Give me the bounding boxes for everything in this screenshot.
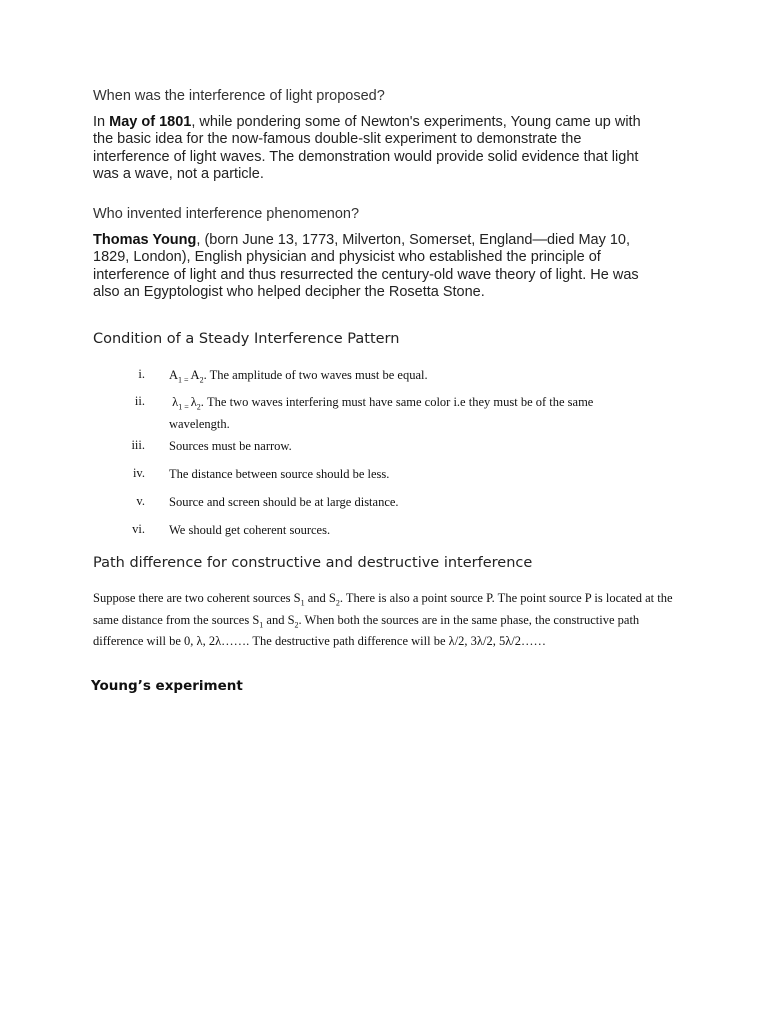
list-number: iii. [131,438,145,452]
para1-lead: In [93,114,110,130]
paragraph-may-1801 [93,114,653,183]
list-text: We should get coherent sources. [169,523,331,537]
heading-youngs-experiment: Young’s experiment [91,678,243,694]
para1-bold-date: May of 1801 [109,114,192,130]
heading-steady-interference: Condition of a Steady Interference Pattern [93,331,400,347]
list-text: Sources must be narrow. [169,439,292,453]
paragraph-thomas-young [93,232,653,301]
question-interference-proposed: When was the interference of light proposed? [93,88,385,104]
list-number: ii. [134,394,145,408]
question-who-invented: Who invented interference phenomenon? [93,206,360,222]
list-number: v. [136,494,145,508]
list-text: The distance between source should be less. [169,467,390,481]
para1-body: , while pondering some of Newton's experiments, Young came up with the basic idea for the now-famous double-slit experiment to demonstrate the interference of light waves. The demonstration would provide solid evidence that light was a wave, not a particle. [93,114,641,182]
paragraph-path-difference: Suppose there are two coherent sources $S_1$ and $S_2$. There is also a point source P. The point source P is located at the same distance from the sources $S_1$ and $S_2$. When both the sources are in the same phase, the constructive path difference will be 0, λ, 2λ……. The destructive path difference will be λ/2, 3λ/2, 5λ/2…… [93,591,673,648]
list-text: $A_1$ $_=$ $A_2$. The amplitude of two waves must be equal. [169,368,428,385]
heading-path-difference: Path difference for constructive and destructive interference [93,555,533,571]
list-number: iv. [132,466,145,480]
list-text: $\lambda_1$ $_=$ $\lambda_2$. The two waves interfering must have same color i.e they must be of the same wavelength. [169,395,594,431]
list-number: i. [138,367,145,381]
list-number: vi. [132,522,145,536]
para2-bold-name: Thomas Young [93,232,197,248]
list-text: Source and screen should be at large distance. [169,495,399,509]
para2-body: , (born June 13, 1773, Milverton, Somerset, England—died May 10, 1829, London), English physician and physicist who established the principle of interference of light and thus resurrected the century-old wave theory of light. He was also an Egyptologist who helped decipher the Rosetta Stone. [93,232,639,300]
